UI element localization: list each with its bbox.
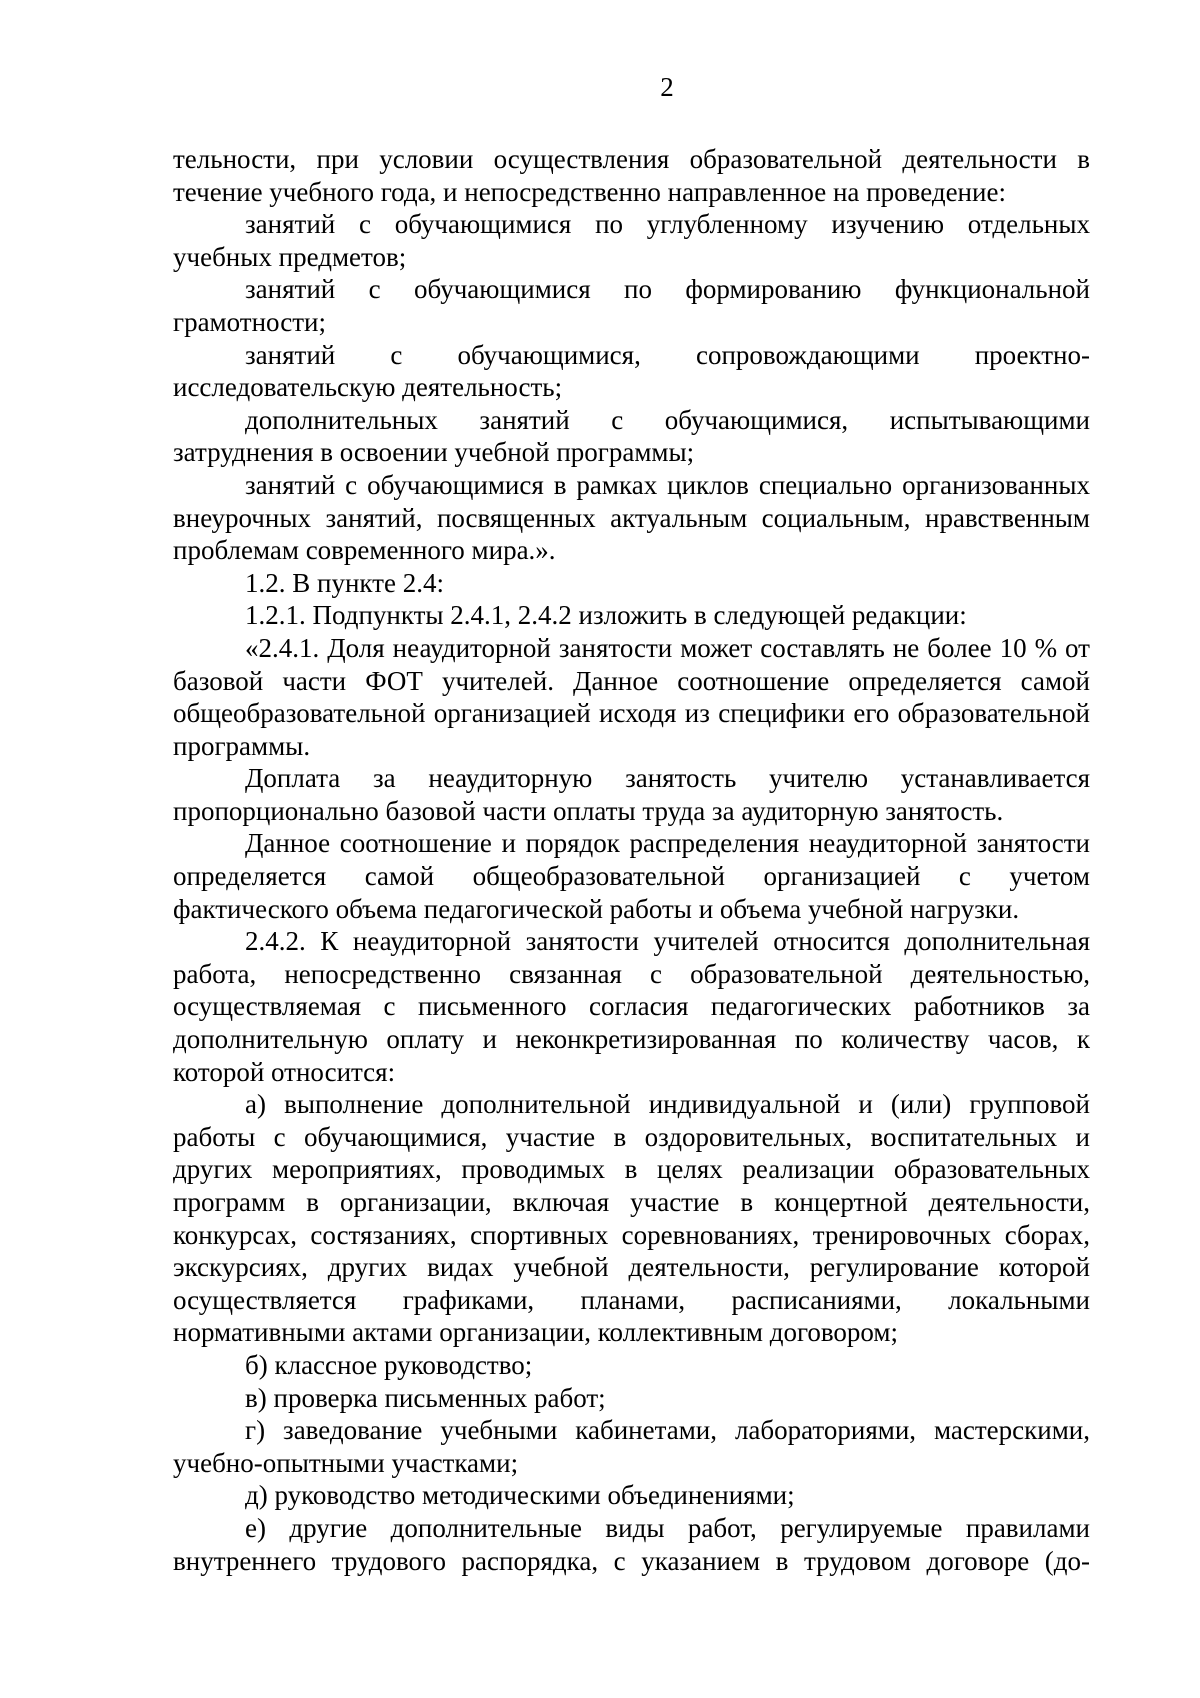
paragraph-continuation: тельности, при условии осуществления образовательной деятельности в течение учебного года, и непосредственно направленное на проведение: <box>173 144 1090 207</box>
paragraph-list-item-a: а) выполнение дополнительной индивидуальной и (или) групповой работы с обучающимися, участие в оздоровительных, воспитательных и других мероприятиях, проводимых в целях реализации образовательных программ в организации, включая участие в концертной деятельности, конкурсах, состязаниях, спортивных соревнованиях, тренировочных сборах, экскурсиях, других видах учебной деятельности, регулирование которой осуществляется графиками, планами, расписаниями, локальными нормативными актами организации, коллективным договором; <box>173 1089 1090 1348</box>
paragraph-body: Данное соотношение и порядок распределения неаудиторной занятости определяется самой общеобразовательной организацией с учетом фактического объема педагогической работы и объема учебной нагрузки. <box>173 828 1090 924</box>
paragraph-subclause-heading: 1.2.1. Подпункты 2.4.1, 2.4.2 изложить в следующей редакции: <box>245 600 967 631</box>
paragraph-list-item: дополнительных занятий с обучающимися, испытывающими затруднения в освоении учебной программы; <box>173 404 1090 468</box>
paragraph-list-item-d: д) руководство методическими объединениями; <box>245 1480 795 1511</box>
paragraph-list-item: занятий с обучающимися по углубленному изучению отдельных учебных предметов; <box>173 209 1090 272</box>
document-body <box>173 143 1090 1577</box>
page-number: 2 <box>660 72 674 102</box>
paragraph-list-item-g: г) заведование учебными кабинетами, лабораториями, мастерскими, учебно-опытными участками; <box>173 1415 1090 1478</box>
paragraph-clause-heading: 1.2. В пункте 2.4: <box>245 567 444 598</box>
paragraph-list-item: занятий с обучающимися по формированию функциональной грамотности; <box>173 274 1090 337</box>
paragraph-clause-2-4-2: 2.4.2. К неаудиторной занятости учителей относится дополнительная работа, непосредственно связанная с образовательной деятельностью, осуществляемая с письменного согласия педагогических работников за дополнительную оплату и неконкретизированная по количеству часов, к которой относится: <box>173 926 1090 1087</box>
paragraph-list-item: занятий с обучающимися в рамках циклов специально организованных внеурочных занятий, посвященных актуальным социальным, нравственным проблемам современного мира.». <box>173 469 1090 566</box>
paragraph-body: Доплата за неаудиторную занятость учителю устанавливается пропорционально базовой части оплаты труда за аудиторную занятость. <box>173 763 1090 826</box>
paragraph-clause-2-4-1: «2.4.1. Доля неаудиторной занятости может составлять не более 10 % от базовой части ФОТ учителей. Данное соотношение определяется самой общеобразовательной организацией исходя из специфики его образовательной программы. <box>173 632 1090 761</box>
paragraph-list-item-b: б) классное руководство; <box>245 1349 533 1380</box>
paragraph-list-item: занятий с обучающимися, сопровождающими проектно-исследовательскую деятельность; <box>173 339 1090 403</box>
paragraph-list-item-v: в) проверка письменных работ; <box>245 1382 606 1413</box>
paragraph-list-item-e: е) другие дополнительные виды работ, регулируемые правилами внутреннего трудового распорядка, с указанием в трудовом договоре (до- <box>173 1512 1090 1576</box>
